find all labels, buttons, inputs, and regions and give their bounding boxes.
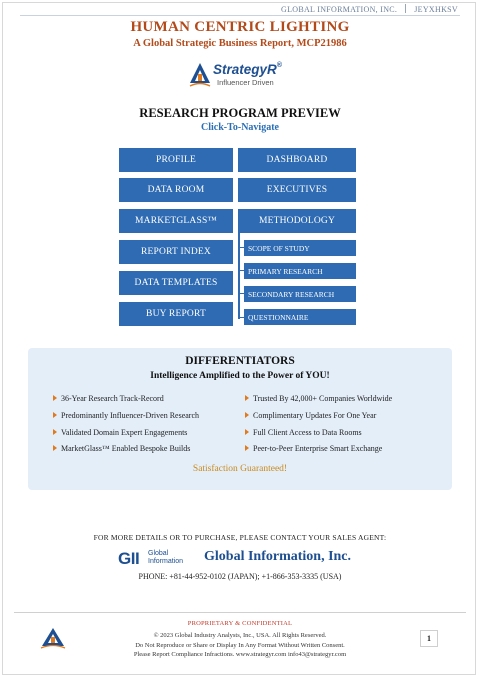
logo-tagline: Influencer Driven: [217, 78, 274, 87]
publisher-name: GLOBAL INFORMATION, INC.: [281, 5, 398, 14]
logo-name: [213, 62, 282, 77]
company-name: Global Information, Inc.: [204, 549, 352, 564]
satisfaction-guaranteed: Satisfaction Guaranteed!: [192, 464, 288, 474]
nav-buy-report-button[interactable]: BUY REPORT: [119, 302, 233, 326]
bullet-arrow-icon: [245, 395, 249, 401]
feature-text: 36-Year Research Track-Record: [61, 394, 164, 403]
feature-item: [53, 444, 190, 453]
gii-logo[interactable]: [118, 549, 378, 571]
nav-questionnaire-button[interactable]: QUESTIONNAIRE: [244, 309, 356, 325]
footer-rule: [14, 612, 466, 613]
bullet-arrow-icon: [53, 395, 57, 401]
compliance-notice[interactable]: Please Report Compliance Infractions. www.strategyr.com info43@strategyr.com: [133, 651, 347, 658]
feature-text: Predominantly Influencer-Driven Research: [61, 411, 200, 420]
bullet-arrow-icon: [245, 429, 249, 435]
preview-title: RESEARCH PROGRAM PREVIEW: [139, 106, 341, 120]
report-title: HUMAN CENTRIC LIGHTING: [130, 19, 350, 35]
strategyr-triangle-icon: [188, 61, 212, 89]
nav-profile-button[interactable]: PROFILE: [119, 148, 233, 172]
feature-item: [245, 394, 392, 403]
page-number: 1: [420, 630, 438, 647]
gii-small-text: [148, 550, 183, 566]
bullet-arrow-icon: [53, 429, 57, 435]
phone-numbers: PHONE: +81-44-952-0102 (JAPAN); +1-866-353-3335 (USA): [138, 572, 342, 581]
feature-text: Full Client Access to Data Rooms: [253, 428, 362, 437]
feature-text: Validated Domain Expert Engagements: [61, 428, 188, 437]
differentiators-subtitle: Intelligence Amplified to the Power of YOU!: [150, 371, 330, 381]
nav-dashboard-button[interactable]: DASHBOARD: [238, 148, 356, 172]
gii-mark: GII: [118, 549, 140, 568]
nav-marketglass-button[interactable]: MARKETGLASS™: [119, 209, 233, 233]
proprietary-label: PROPRIETARY & CONFIDENTIAL: [187, 620, 293, 627]
nav-data-room-button[interactable]: DATA ROOM: [119, 178, 233, 202]
bullet-arrow-icon: [53, 445, 57, 451]
contact-line: FOR MORE DETAILS OR TO PURCHASE, PLEASE CONTACT YOUR SALES AGENT:: [93, 533, 387, 542]
bullet-arrow-icon: [245, 412, 249, 418]
logo-name-text: StrategyR: [213, 62, 277, 77]
logo-trademark: ®: [276, 62, 282, 69]
reproduction-notice: Do Not Reproduce or Share or Display In Any Format Without Written Consent.: [135, 642, 345, 649]
nav-scope-of-study-button[interactable]: SCOPE OF STUDY: [244, 240, 356, 256]
nav-primary-research-button[interactable]: PRIMARY RESEARCH: [244, 263, 356, 279]
gii-small-1: Global: [148, 550, 169, 557]
top-bar: [281, 4, 458, 14]
click-to-navigate: Click-To-Navigate: [201, 122, 279, 133]
feature-text: Peer-to-Peer Enterprise Smart Exchange: [253, 444, 383, 453]
strategyr-logo[interactable]: [188, 61, 298, 93]
feature-item: [245, 411, 376, 420]
nav-executives-button[interactable]: EXECUTIVES: [238, 178, 356, 202]
methodology-tree-line: [238, 233, 240, 319]
report-code: JEYXHKSV: [414, 5, 458, 14]
differentiators-title: DIFFERENTIATORS: [185, 355, 295, 367]
separator: [405, 4, 406, 13]
feature-item: [53, 411, 199, 420]
nav-report-index-button[interactable]: REPORT INDEX: [119, 240, 233, 264]
feature-text: Complimentary Updates For One Year: [253, 411, 377, 420]
header-rule: [20, 15, 460, 16]
feature-text: Trusted By 42,000+ Companies Worldwide: [253, 394, 393, 403]
feature-item: [245, 444, 382, 453]
bullet-arrow-icon: [53, 412, 57, 418]
bullet-arrow-icon: [245, 445, 249, 451]
feature-item: [53, 394, 164, 403]
feature-text: MarketGlass™ Enabled Bespoke Builds: [61, 444, 191, 453]
feature-item: [53, 428, 187, 437]
nav-data-templates-button[interactable]: DATA TEMPLATES: [119, 271, 233, 295]
nav-secondary-research-button[interactable]: SECONDARY RESEARCH: [244, 286, 356, 302]
gii-small-2: Information: [148, 558, 184, 565]
copyright-line: © 2023 Global Industry Analysts, Inc., USA. All Rights Reserved.: [153, 632, 327, 639]
nav-methodology-button[interactable]: METHODOLOGY: [238, 209, 356, 233]
report-subtitle: A Global Strategic Business Report, MCP21986: [133, 38, 347, 49]
feature-item: [245, 428, 362, 437]
